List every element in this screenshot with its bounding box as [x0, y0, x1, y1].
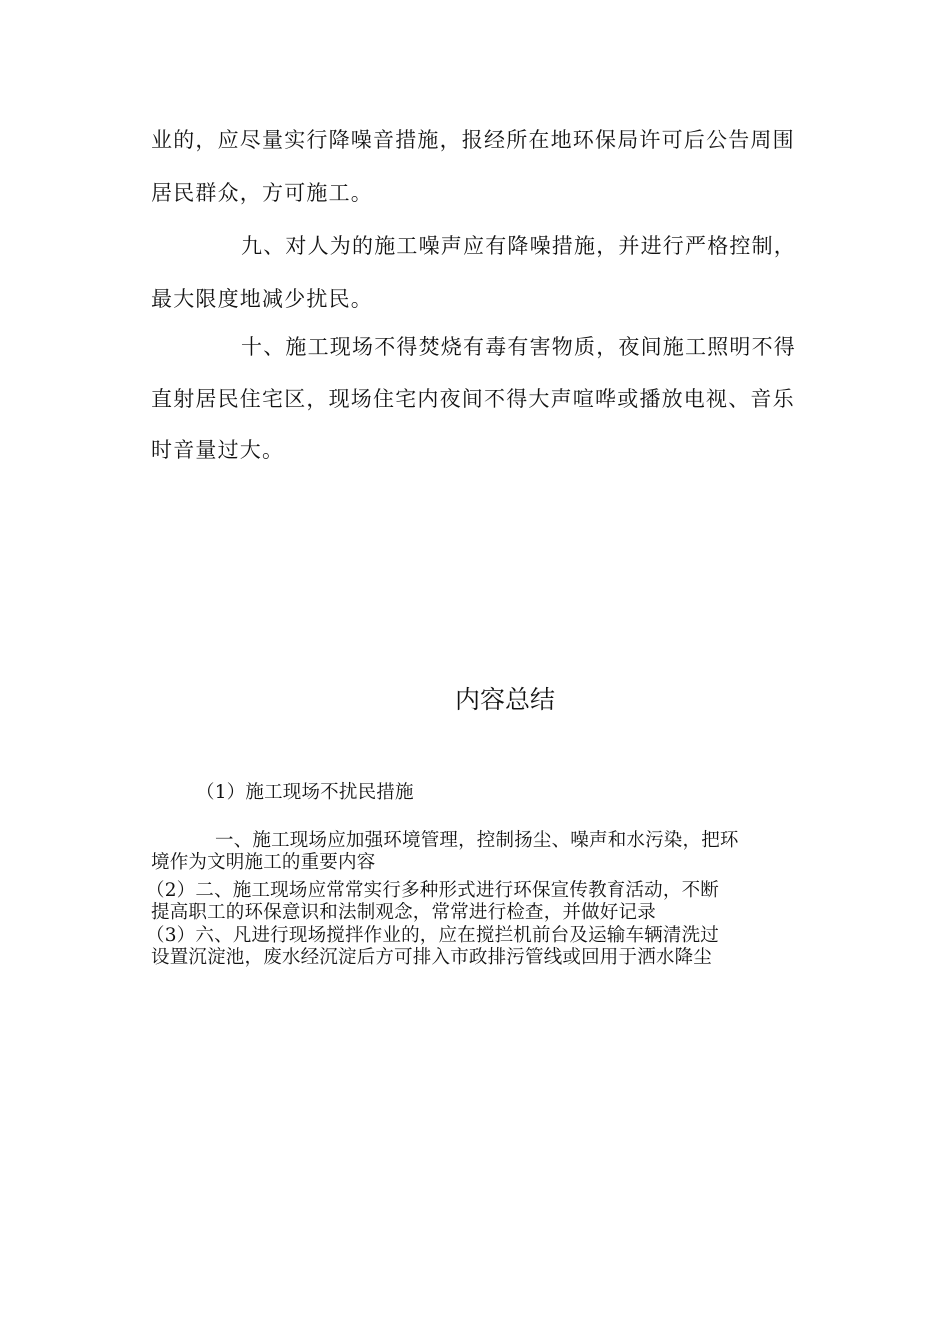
paragraph-line: 九、对人为的施工噪声应有降噪措施，并进行严格控制，	[241, 234, 796, 258]
paragraph-line: 时音量过大。	[151, 438, 285, 462]
paragraph-line: 十、施工现场不得焚烧有毒有害物质，夜间施工照明不得	[241, 335, 796, 359]
paragraph-line: 居民群众，方可施工。	[151, 181, 373, 205]
paragraph-line: 最大限度地减少扰民。	[151, 287, 373, 311]
summary-line: （2）二、施工现场应常常实行多种形式进行环保宣传教育活动，不断	[146, 880, 719, 901]
paragraph-line: 业的，应尽量实行降噪音措施，报经所在地环保局许可后公告周围	[151, 128, 795, 152]
summary-line: 提高职工的环保意识和法制观念，常常进行检查，并做好记录	[151, 902, 656, 923]
summary-line: （1）施工现场不扰民措施	[196, 782, 414, 803]
summary-line: 境作为文明施工的重要内容	[151, 852, 376, 873]
summary-line: 设置沉淀池，废水经沉淀后方可排入市政排污管线或回用于洒水降尘	[151, 947, 713, 968]
summary-title: 内容总结	[454, 685, 555, 714]
paragraph-line: 直射居民住宅区，现场住宅内夜间不得大声喧哗或播放电视、音乐	[151, 387, 795, 411]
summary-line: （3）六、凡进行现场搅拌作业的，应在搅拦机前台及运输车辆清洗过	[146, 925, 719, 946]
summary-line: 一、施工现场应加强环境管理，控制扬尘、噪声和水污染，把环	[215, 830, 739, 851]
